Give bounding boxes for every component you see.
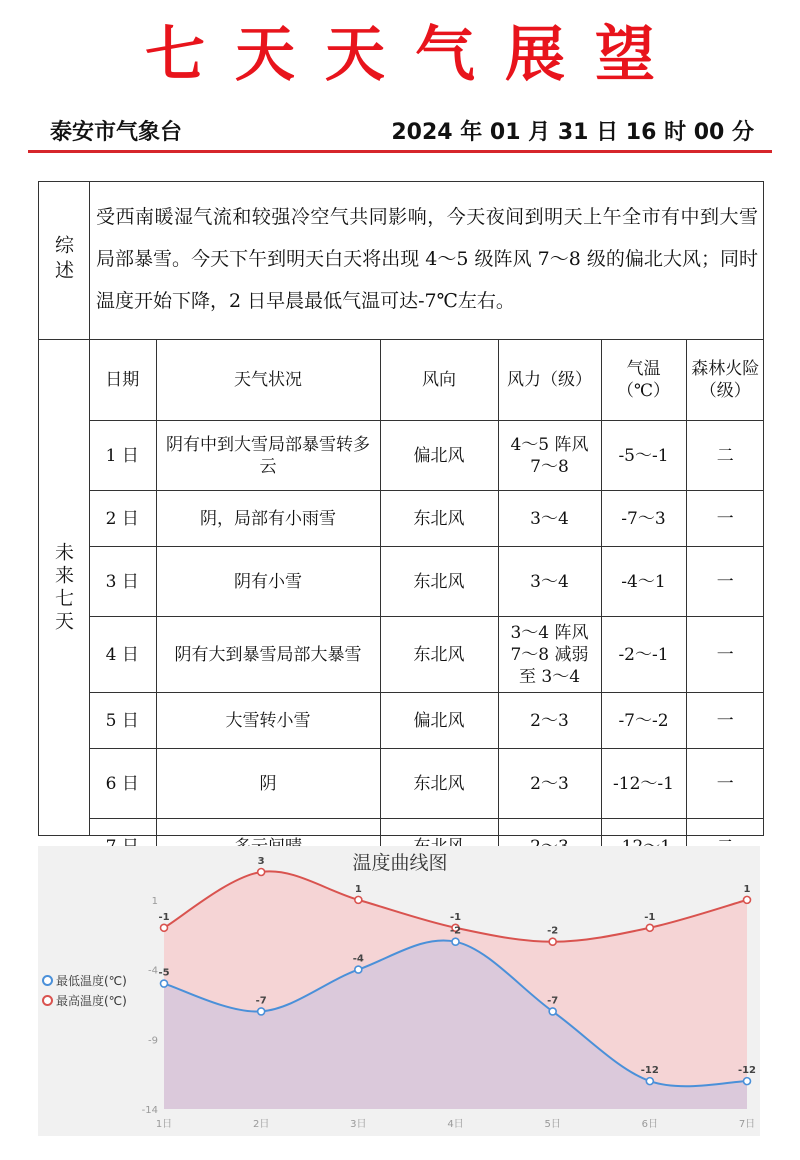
data-label-high: -1: [644, 911, 656, 923]
data-label-low: -7: [547, 995, 559, 1007]
data-label-high: -1: [158, 911, 170, 923]
legend-item-low: [42, 972, 127, 989]
wind-force-cell: 3～4: [498, 547, 601, 617]
column-header: 气温（℃）: [601, 340, 686, 421]
data-point-low: [258, 1008, 265, 1015]
wind-direction-cell: 东北风: [380, 547, 498, 617]
issued-time: 2024 年 01 月 31 日 16 时 00 分: [391, 120, 754, 145]
date-cell: 6 日: [89, 749, 156, 819]
date-cell: 4 日: [89, 617, 156, 693]
legend-marker-high: [42, 995, 53, 1006]
column-header: 天气状况: [156, 340, 380, 421]
weather-cell: 阴有大到暴雪局部大暴雪: [156, 617, 380, 693]
data-point-low: [452, 938, 459, 945]
y-tick-label: -4: [148, 965, 158, 977]
data-point-high: [744, 896, 751, 903]
temperature-cell: -4～1: [601, 547, 686, 617]
date-cell: 3 日: [89, 547, 156, 617]
data-label-high: -1: [449, 911, 462, 923]
legend-marker-low: [42, 975, 53, 986]
weather-cell: 大雪转小雪: [156, 693, 380, 749]
weather-cell: 阴: [156, 749, 380, 819]
data-point-low: [161, 980, 168, 987]
summary-label: 综述: [38, 181, 90, 340]
data-label-high: 3: [257, 856, 265, 867]
x-tick-label: 2日: [252, 1119, 270, 1130]
date-cell: 1 日: [89, 421, 156, 491]
fire-risk-cell: 一: [686, 491, 764, 547]
x-tick-label: 5日: [544, 1119, 561, 1130]
fire-risk-cell: 一: [686, 693, 764, 749]
legend-item-high: [42, 992, 127, 1009]
fire-risk-cell: 一: [686, 749, 764, 819]
data-point-low: [355, 966, 362, 973]
data-label-low: -12: [640, 1065, 659, 1077]
chart-title: 温度曲线图: [352, 852, 448, 874]
y-tick-label: -9: [148, 1035, 158, 1047]
wind-direction-cell: 东北风: [380, 617, 498, 693]
data-label-low: -2: [449, 925, 462, 937]
wind-direction-cell: 偏北风: [380, 421, 498, 491]
wind-force-cell: 2～3: [498, 749, 601, 819]
data-label-high: 1: [354, 883, 362, 895]
column-header: 风向: [380, 340, 498, 421]
wind-force-cell: 4～5 阵风 7～8: [498, 421, 601, 491]
wind-force-cell: 3～4: [498, 491, 601, 547]
weather-cell: 阴，局部有小雨雪: [156, 491, 380, 547]
wind-force-cell: 3～4 阵风 7～8 减弱至 3～4: [498, 617, 601, 693]
x-tick-label: 3日: [350, 1119, 367, 1130]
temperature-cell: -5～-1: [601, 421, 686, 491]
page-title: 七天天气展望: [145, 20, 685, 90]
data-label-low: -5: [158, 967, 170, 979]
data-point-high: [355, 896, 362, 903]
data-point-high: [258, 869, 265, 876]
column-header: 日期: [89, 340, 156, 421]
column-header: 风力（级）: [498, 340, 601, 421]
y-tick-label: -14: [141, 1105, 158, 1116]
summary-text: 受西南暖湿气流和较强冷空气共同影响，今天夜间到明天上午全市有中到大雪局部暴雪。今天下午到明天白天将出现 4～5 级阵风 7～8 级的偏北大风；同时温度开始下降，2 日早晨最低气温可达-7℃左右。: [96, 206, 758, 312]
wind-direction-cell: 偏北风: [380, 693, 498, 749]
temperature-cell: -12～-1: [601, 749, 686, 819]
x-tick-label: 1日: [155, 1119, 173, 1130]
wind-direction-cell: 东北风: [380, 491, 498, 547]
x-tick-label: 7日: [738, 1119, 756, 1130]
temperature-cell: -7～-2: [601, 693, 686, 749]
temperature-cell: -2～-1: [601, 617, 686, 693]
column-header: 森林火险（级）: [686, 340, 764, 421]
data-label-low: -4: [352, 953, 364, 965]
data-label-high: -2: [547, 925, 559, 937]
data-point-high: [161, 924, 168, 931]
fire-risk-cell: 一: [686, 617, 764, 693]
forecast-label: 未来七天: [38, 340, 90, 836]
date-cell: 2 日: [89, 491, 156, 547]
wind-force-cell: 2～3: [498, 693, 601, 749]
y-tick-label: 1: [151, 895, 158, 907]
data-point-low: [744, 1078, 751, 1085]
weather-cell: 阴有小雪: [156, 547, 380, 617]
weather-cell: 阴有中到大雪局部暴雪转多云: [156, 421, 380, 491]
legend-label-high: 最高温度(℃): [56, 994, 127, 1008]
data-point-high: [549, 938, 556, 945]
data-label-low: -7: [255, 995, 267, 1007]
legend-label-low: 最低温度(℃): [56, 974, 127, 988]
wind-direction-cell: 东北风: [380, 749, 498, 819]
data-point-high: [646, 924, 653, 931]
x-tick-label: 6日: [641, 1119, 659, 1130]
x-tick-label: 4日: [447, 1119, 464, 1130]
data-label-low: -12: [737, 1065, 757, 1077]
fire-risk-cell: 二: [686, 421, 764, 491]
data-point-low: [549, 1008, 556, 1015]
data-label-high: 1: [743, 883, 751, 895]
data-point-low: [646, 1078, 653, 1085]
temperature-cell: -7～3: [601, 491, 686, 547]
fire-risk-cell: 一: [686, 547, 764, 617]
issuer: 泰安市气象台: [50, 120, 183, 145]
date-cell: 5 日: [89, 693, 156, 749]
